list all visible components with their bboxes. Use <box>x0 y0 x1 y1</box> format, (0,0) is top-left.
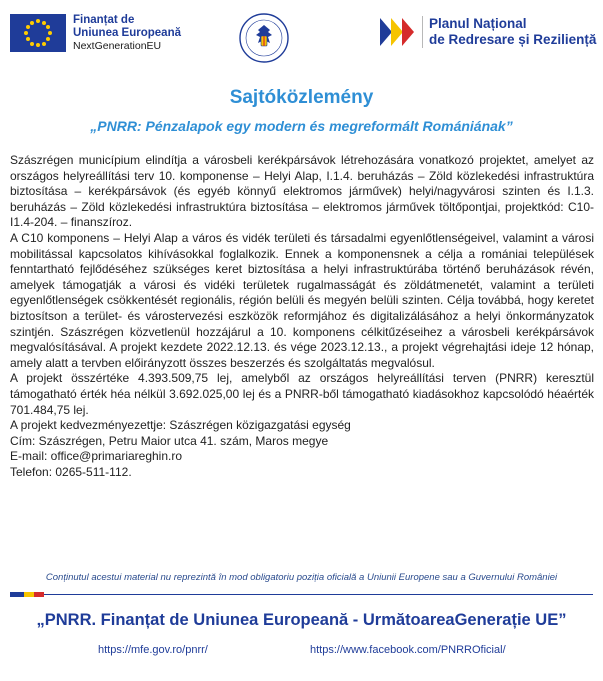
pnrr-logo-text <box>422 16 596 48</box>
eu-star-icon <box>36 19 40 23</box>
eu-star-icon <box>30 21 34 25</box>
eu-star-icon <box>30 42 34 46</box>
page-title: Sajtóközlemény <box>229 87 374 108</box>
email-line: E-mail: office@primariareghin.ro <box>10 449 183 464</box>
pnrr-arrows-icon <box>380 16 414 48</box>
footer-title: „PNRR. Finanțat de Uniunea Europeană - UrmătoareaGenerație UE” <box>36 611 567 629</box>
eu-star-icon <box>46 25 50 29</box>
press-release-body <box>10 153 594 480</box>
beneficiary-line: A projekt kedvezményezettje: Szászrégen közigazgatási egység <box>10 418 351 433</box>
eu-logo-text <box>73 14 181 53</box>
eu-star-icon <box>36 43 40 47</box>
page-subtitle: „PNRR: Pénzalapok egy modern és megreformált Romániának” <box>90 118 513 134</box>
divider-red-segment <box>34 592 44 597</box>
address-line: Cím: Szászrégen, Petru Maior utca 41. szám, Maros megye <box>10 433 329 448</box>
pnrr-logo-line2: de Redresare și Reziliență <box>429 32 597 48</box>
pnrr-logo <box>380 16 596 48</box>
mfe-gov-link[interactable]: https://mfe.gov.ro/pnrr/ <box>98 644 208 656</box>
pnrr-logo-line1: Planul Național <box>429 16 527 31</box>
divider-blue-segment <box>10 592 24 597</box>
eu-star-icon <box>26 25 30 29</box>
eu-star-icon <box>46 37 50 41</box>
eu-star-icon <box>24 31 28 35</box>
body-paragraph-3: A projekt összértéke 4.393.509,75 lej, amelyből az országos helyreállítási terven (PNRR) keresztül támogatható érték héa nélkül 3.692.025,00 lej és a PNRR-ből támogatható kiadásokhoz kapcsolódó héaérték 701.484,75 lej. <box>10 371 594 417</box>
eu-star-icon <box>42 21 46 25</box>
footer-disclaimer: Conținutul acestui material nu reprezintă în mod obligatoriu poziția oficială a Uniunii Europene sau a Guvernului României <box>45 572 558 583</box>
eu-star-icon <box>48 31 52 35</box>
header-logos <box>0 10 603 68</box>
romanian-government-crest-icon <box>239 10 289 66</box>
eu-logo-line1: Finanțat de <box>73 14 135 26</box>
facebook-link[interactable]: https://www.facebook.com/PNRROficial/ <box>310 644 506 656</box>
footer-divider <box>10 592 593 597</box>
divider-line <box>44 594 593 595</box>
eu-funding-logo <box>10 14 181 53</box>
eu-star-icon <box>26 37 30 41</box>
body-paragraph-2: A C10 komponens – Helyi Alap a város és vidék területi és társadalmi egyenlőtlenségeivel, valamint a városi mobilitással kapcsolatos kihívásokkal foglalkozik. Ennek a komponensnek a célja a romániai települések fenntartható fejlődéséhez szükséges keret biztosítása a helyi infrastruktúrába történő beruházások révén, amelyek támogatják a városi és vidéki területek rugalmasságát és zöldátmenetét, valamint a területi egyenlőtlenségek csökkentését regionális, régión belüli és megyén belüli szinten. Célja továbbá, hogy keretet biztosítson a terület- és várostervezési eszközök reformjához és digitalizálásához a helyi önkormányzatok szintjén. Szászrégen közvetlenül hozzájárul a 10. komponens célkitűzéseihez a városbeli kerékpársávok megvalósításával. A projekt kezdete 2022.12.13. és vége 2023.12.13., a projekt végrehajtási ideje 12 hónap, amely alatt a tervben előirányzott összes beszerzés és szolgáltatás megvalósul. <box>10 230 594 370</box>
eu-flag-icon <box>10 14 66 52</box>
body-paragraph-1: Szászrégen municípium elindítja a városbeli kerékpársávok létrehozására vonatkozó projektet, amelyet az országos helyreállítási terv 10. komponense – Helyi Alap, I.1.4. beruházás – Zöld közlekedési infrastruktúra biztosítása – kerékpársávok (és egyéb könnyű elektromos járművek) helyi/nagyvárosi szinten és I.1.3. beruházás – Zöld közlekedési infrastruktúra biztosítása – elektromos járművek töltőpontjai, projektkód: C10-I1.4-204. – finanszíroz. <box>10 153 594 230</box>
eu-star-icon <box>42 42 46 46</box>
phone-line: Telefon: 0265-511-112. <box>10 464 132 479</box>
eu-logo-line3: NextGenerationEU <box>73 40 162 53</box>
eu-logo-line2: Uniunea Europeană <box>73 27 181 40</box>
divider-yellow-segment <box>24 592 34 597</box>
